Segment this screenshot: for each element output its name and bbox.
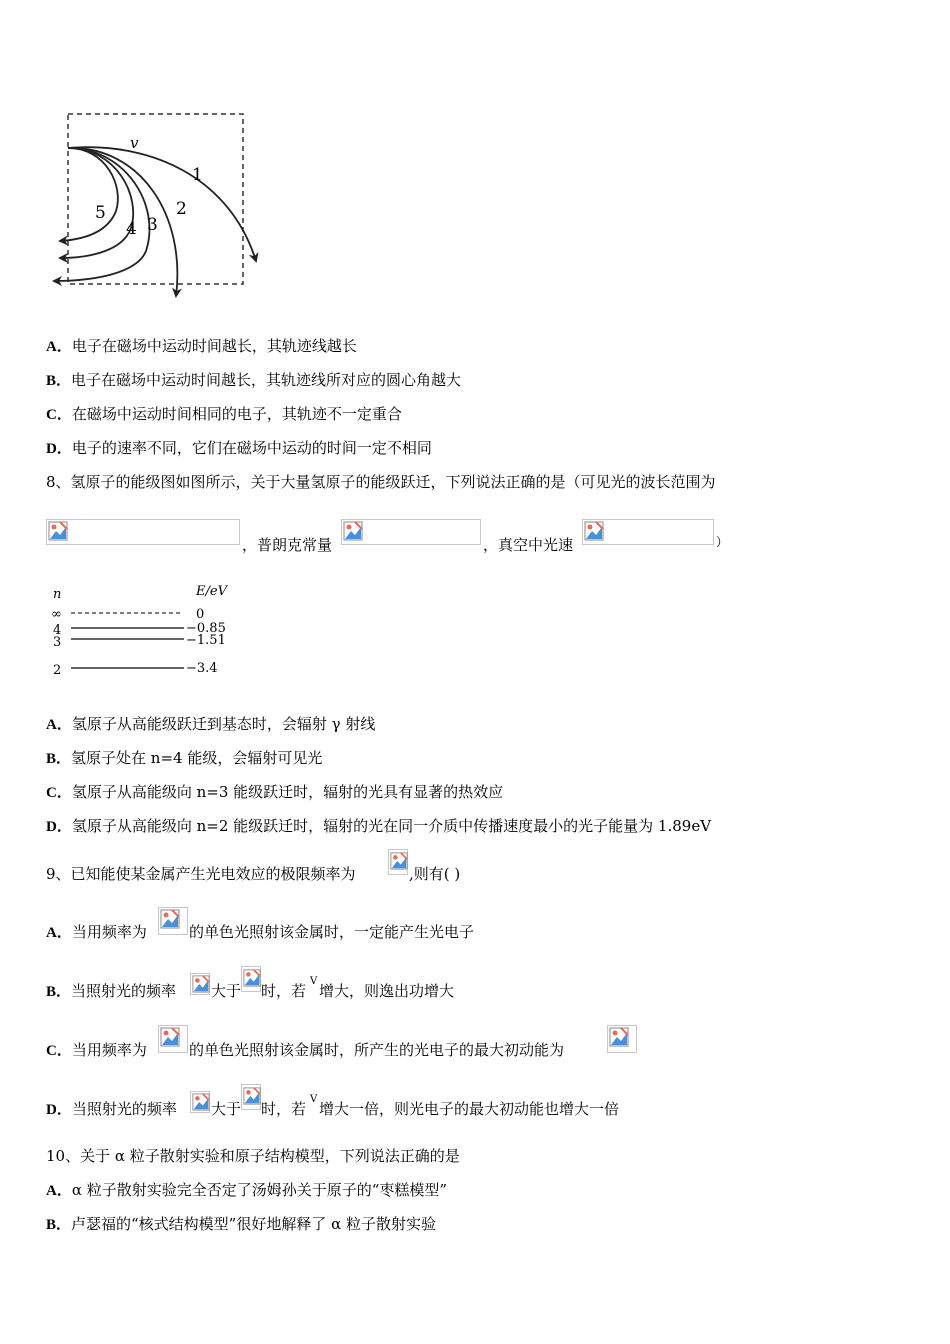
option-text: 当照射光的频率 [71, 1100, 177, 1118]
broken-image-icon [343, 521, 363, 541]
q7-option-d [46, 438, 432, 459]
level-n-2: 2 [53, 663, 62, 678]
trajectory-label-3: 3 [147, 215, 158, 235]
broken-formula-image [241, 966, 261, 992]
broken-image-icon [609, 1027, 629, 1047]
q9-option-b-sup: V [310, 976, 318, 987]
broken-image-icon [192, 975, 210, 993]
option-text: 氢原子从高能级跃迁到基态时，会辐射 γ 射线 [71, 715, 376, 733]
broken-formula-image [190, 973, 210, 995]
q9-option-b-t3: 时，若 [261, 982, 307, 1000]
q9-option-d-t1 [46, 1099, 177, 1120]
broken-image-icon [160, 1027, 180, 1047]
option-letter: A． [46, 925, 72, 941]
q9-option-b-t4: 增大，则逸出功增大 [319, 982, 455, 1000]
q9-option-d-t4: 增大一倍，则光电子的最大初动能也增大一倍 [319, 1100, 620, 1118]
option-text: 当照射光的频率 [71, 982, 177, 1000]
q8-option-c [46, 782, 503, 803]
option-text: 卢瑟福的“核式结构模型”很好地解释了 α 粒子散射实验 [71, 1215, 437, 1233]
broken-formula-image [341, 519, 481, 545]
q8-option-d [46, 816, 711, 837]
option-letter: B． [46, 1217, 72, 1233]
broken-formula-image [241, 1084, 261, 1110]
broken-image-icon [48, 521, 68, 541]
field-boundary [68, 114, 243, 284]
broken-formula-image [582, 519, 714, 545]
trajectory-label-4: 4 [126, 219, 137, 239]
q9-option-d-t2: 大于 [211, 1100, 242, 1118]
option-text: 电子在磁场中运动时间越长，其轨迹线越长 [71, 337, 357, 355]
broken-formula-image [388, 849, 408, 875]
option-text: 电子的速率不同，它们在磁场中运动的时间一定不相同 [71, 439, 432, 457]
q9-option-d-sup: V [310, 1094, 318, 1105]
q8-light-text: ，真空中光速 [483, 536, 574, 554]
broken-image-icon [584, 521, 604, 541]
option-letter: C． [46, 1043, 72, 1059]
option-text: 当用频率为 [71, 923, 147, 941]
q8-option-a [46, 714, 375, 735]
q10-option-a [46, 1180, 447, 1201]
option-text: 在磁场中运动时间相同的电子，其轨迹不一定重合 [71, 405, 402, 423]
option-letter: A． [46, 1183, 72, 1199]
option-letter: A． [46, 339, 72, 355]
option-text: α 粒子散射实验完全否定了汤姆孙关于原子的“枣糕模型” [71, 1181, 448, 1199]
trajectory-label-2: 2 [176, 199, 187, 219]
q9-option-a-t2: 的单色光照射该金属时，一定能产生光电子 [189, 923, 475, 941]
option-letter: B． [46, 751, 72, 767]
option-letter: A． [46, 717, 72, 733]
energy-axis-label: E/eV [196, 584, 227, 599]
option-letter: C． [46, 785, 72, 801]
q7-option-b [46, 370, 461, 391]
broken-formula-image [607, 1025, 637, 1053]
q9-option-c-t1 [46, 1040, 147, 1061]
level-e-3: −1.51 [186, 633, 226, 648]
option-text: 氢原子从高能级向 n=3 能级跃迁时，辐射的光具有显著的热效应 [71, 783, 504, 801]
q7-option-a [46, 336, 357, 357]
q9-stem-a: 9、已知能使某金属产生光电效应的极限频率为 [46, 865, 356, 883]
broken-image-icon [160, 909, 180, 929]
broken-image-icon [192, 1093, 210, 1111]
broken-image-icon [390, 851, 408, 871]
q9-option-a-t1 [46, 922, 147, 943]
q9-option-d-t3: 时，若 [261, 1100, 307, 1118]
energy-level-diagram [46, 578, 246, 683]
q9-option-c-t2: 的单色光照射该金属时，所产生的光电子的最大初动能为 [189, 1041, 565, 1059]
option-letter: B． [46, 984, 72, 1000]
q8-stem: 8、氢原子的能级图如图所示，关于大量氢原子的能级跃迁，下列说法正确的是（可见光的波长范围为 [46, 473, 716, 491]
broken-formula-image [46, 519, 240, 545]
broken-formula-image [158, 1025, 188, 1053]
level-n-inf: ∞ [51, 607, 62, 622]
option-text: 电子在磁场中运动时间越长，其轨迹线所对应的圆心角越大 [71, 371, 462, 389]
option-text: 氢原子处在 n=4 能级，会辐射可见光 [71, 749, 323, 767]
level-e-4: −0.85 [186, 621, 226, 636]
velocity-label: v [130, 134, 139, 152]
trajectory-label-1: 1 [192, 165, 203, 185]
option-letter: D． [46, 819, 72, 835]
q7-option-c [46, 404, 402, 425]
q10-option-b [46, 1214, 436, 1235]
option-letter: B． [46, 373, 72, 389]
broken-image-icon [243, 968, 261, 988]
q8-planck-text: ，普朗克常量 [242, 536, 333, 554]
option-letter: C． [46, 407, 72, 423]
broken-formula-image [190, 1091, 210, 1113]
q9-option-b-t2: 大于 [211, 982, 242, 1000]
level-n-3: 3 [53, 635, 62, 650]
option-letter: D． [46, 441, 72, 457]
broken-formula-image [158, 907, 188, 935]
broken-image-icon [243, 1086, 261, 1106]
q9-option-b-t1 [46, 981, 176, 1002]
level-e-2: −3.4 [186, 661, 218, 676]
q8-close-paren: ） [716, 535, 729, 549]
trajectory-label-5: 5 [95, 203, 106, 223]
q10-stem: 10、关于 α 粒子散射实验和原子结构模型，下列说法正确的是 [46, 1147, 460, 1165]
q8-option-b [46, 748, 322, 769]
option-letter: D． [46, 1102, 72, 1118]
n-axis-label: n [53, 587, 62, 602]
trajectory-figure [46, 106, 266, 301]
option-text: 当用频率为 [71, 1041, 147, 1059]
option-text: 氢原子从高能级向 n=2 能级跃迁时，辐射的光在同一介质中传播速度最小的光子能量为 1.89eV [71, 817, 712, 835]
level-n-4: 4 [53, 623, 62, 638]
level-e-inf: 0 [196, 607, 205, 622]
q9-stem-b: ,则有( ) [409, 865, 461, 883]
